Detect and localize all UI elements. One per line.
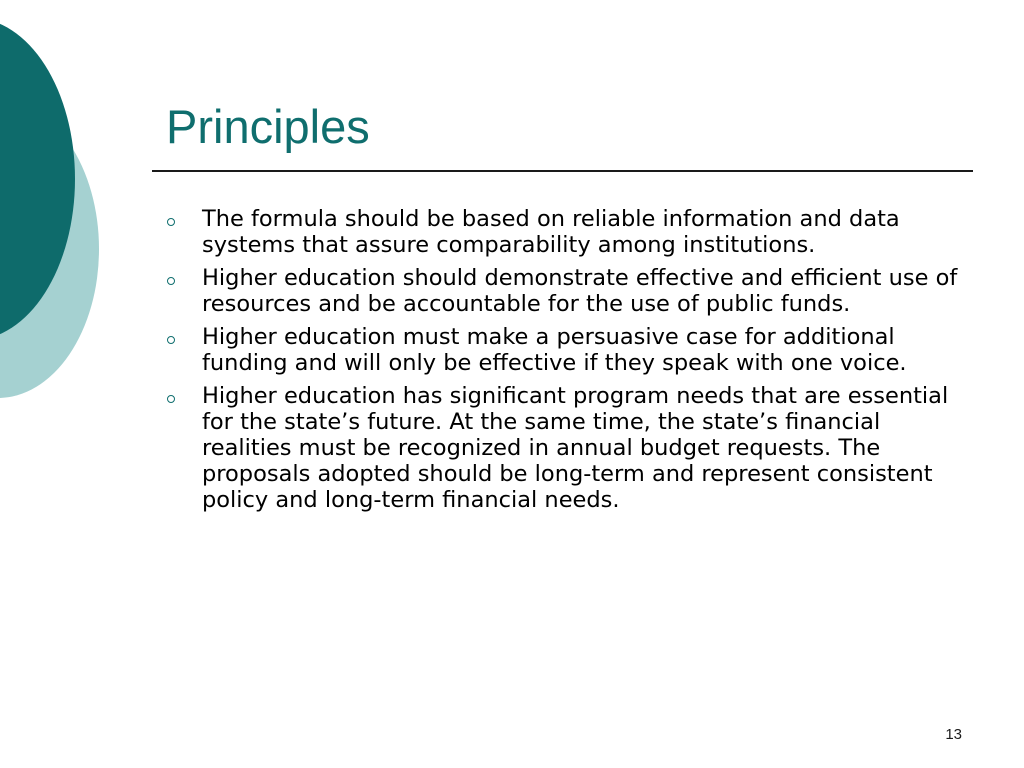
title-divider	[152, 170, 973, 172]
bullet-text: Higher education must make a persuasive case for additional funding and will only be effective if they speak with one voice.	[202, 324, 907, 376]
bullet-item	[160, 206, 960, 258]
bullet-item	[160, 324, 960, 376]
hollow-circle-bullet-icon	[167, 218, 175, 226]
bullet-item	[160, 383, 960, 513]
hollow-circle-bullet-icon	[167, 336, 175, 344]
bullet-text: The formula should be based on reliable information and data systems that assure comparability among institutions.	[202, 206, 900, 258]
hollow-circle-bullet-icon	[167, 395, 175, 403]
bullet-item	[160, 265, 960, 317]
bullet-text: Higher education has significant program needs that are essential for the state’s future. At the same time, the state’s financial realities must be recognized in annual budget requests. The proposals adopted should be long-term and represent consistent policy and long-term financial needs.	[202, 383, 949, 513]
page-number: 13	[945, 726, 962, 743]
hollow-circle-bullet-icon	[167, 277, 175, 285]
bullet-text: Higher education should demonstrate effective and efficient use of resources and be accountable for the use of public funds.	[202, 265, 958, 317]
bullet-list	[160, 206, 960, 520]
slide-title: Principles	[166, 100, 370, 153]
